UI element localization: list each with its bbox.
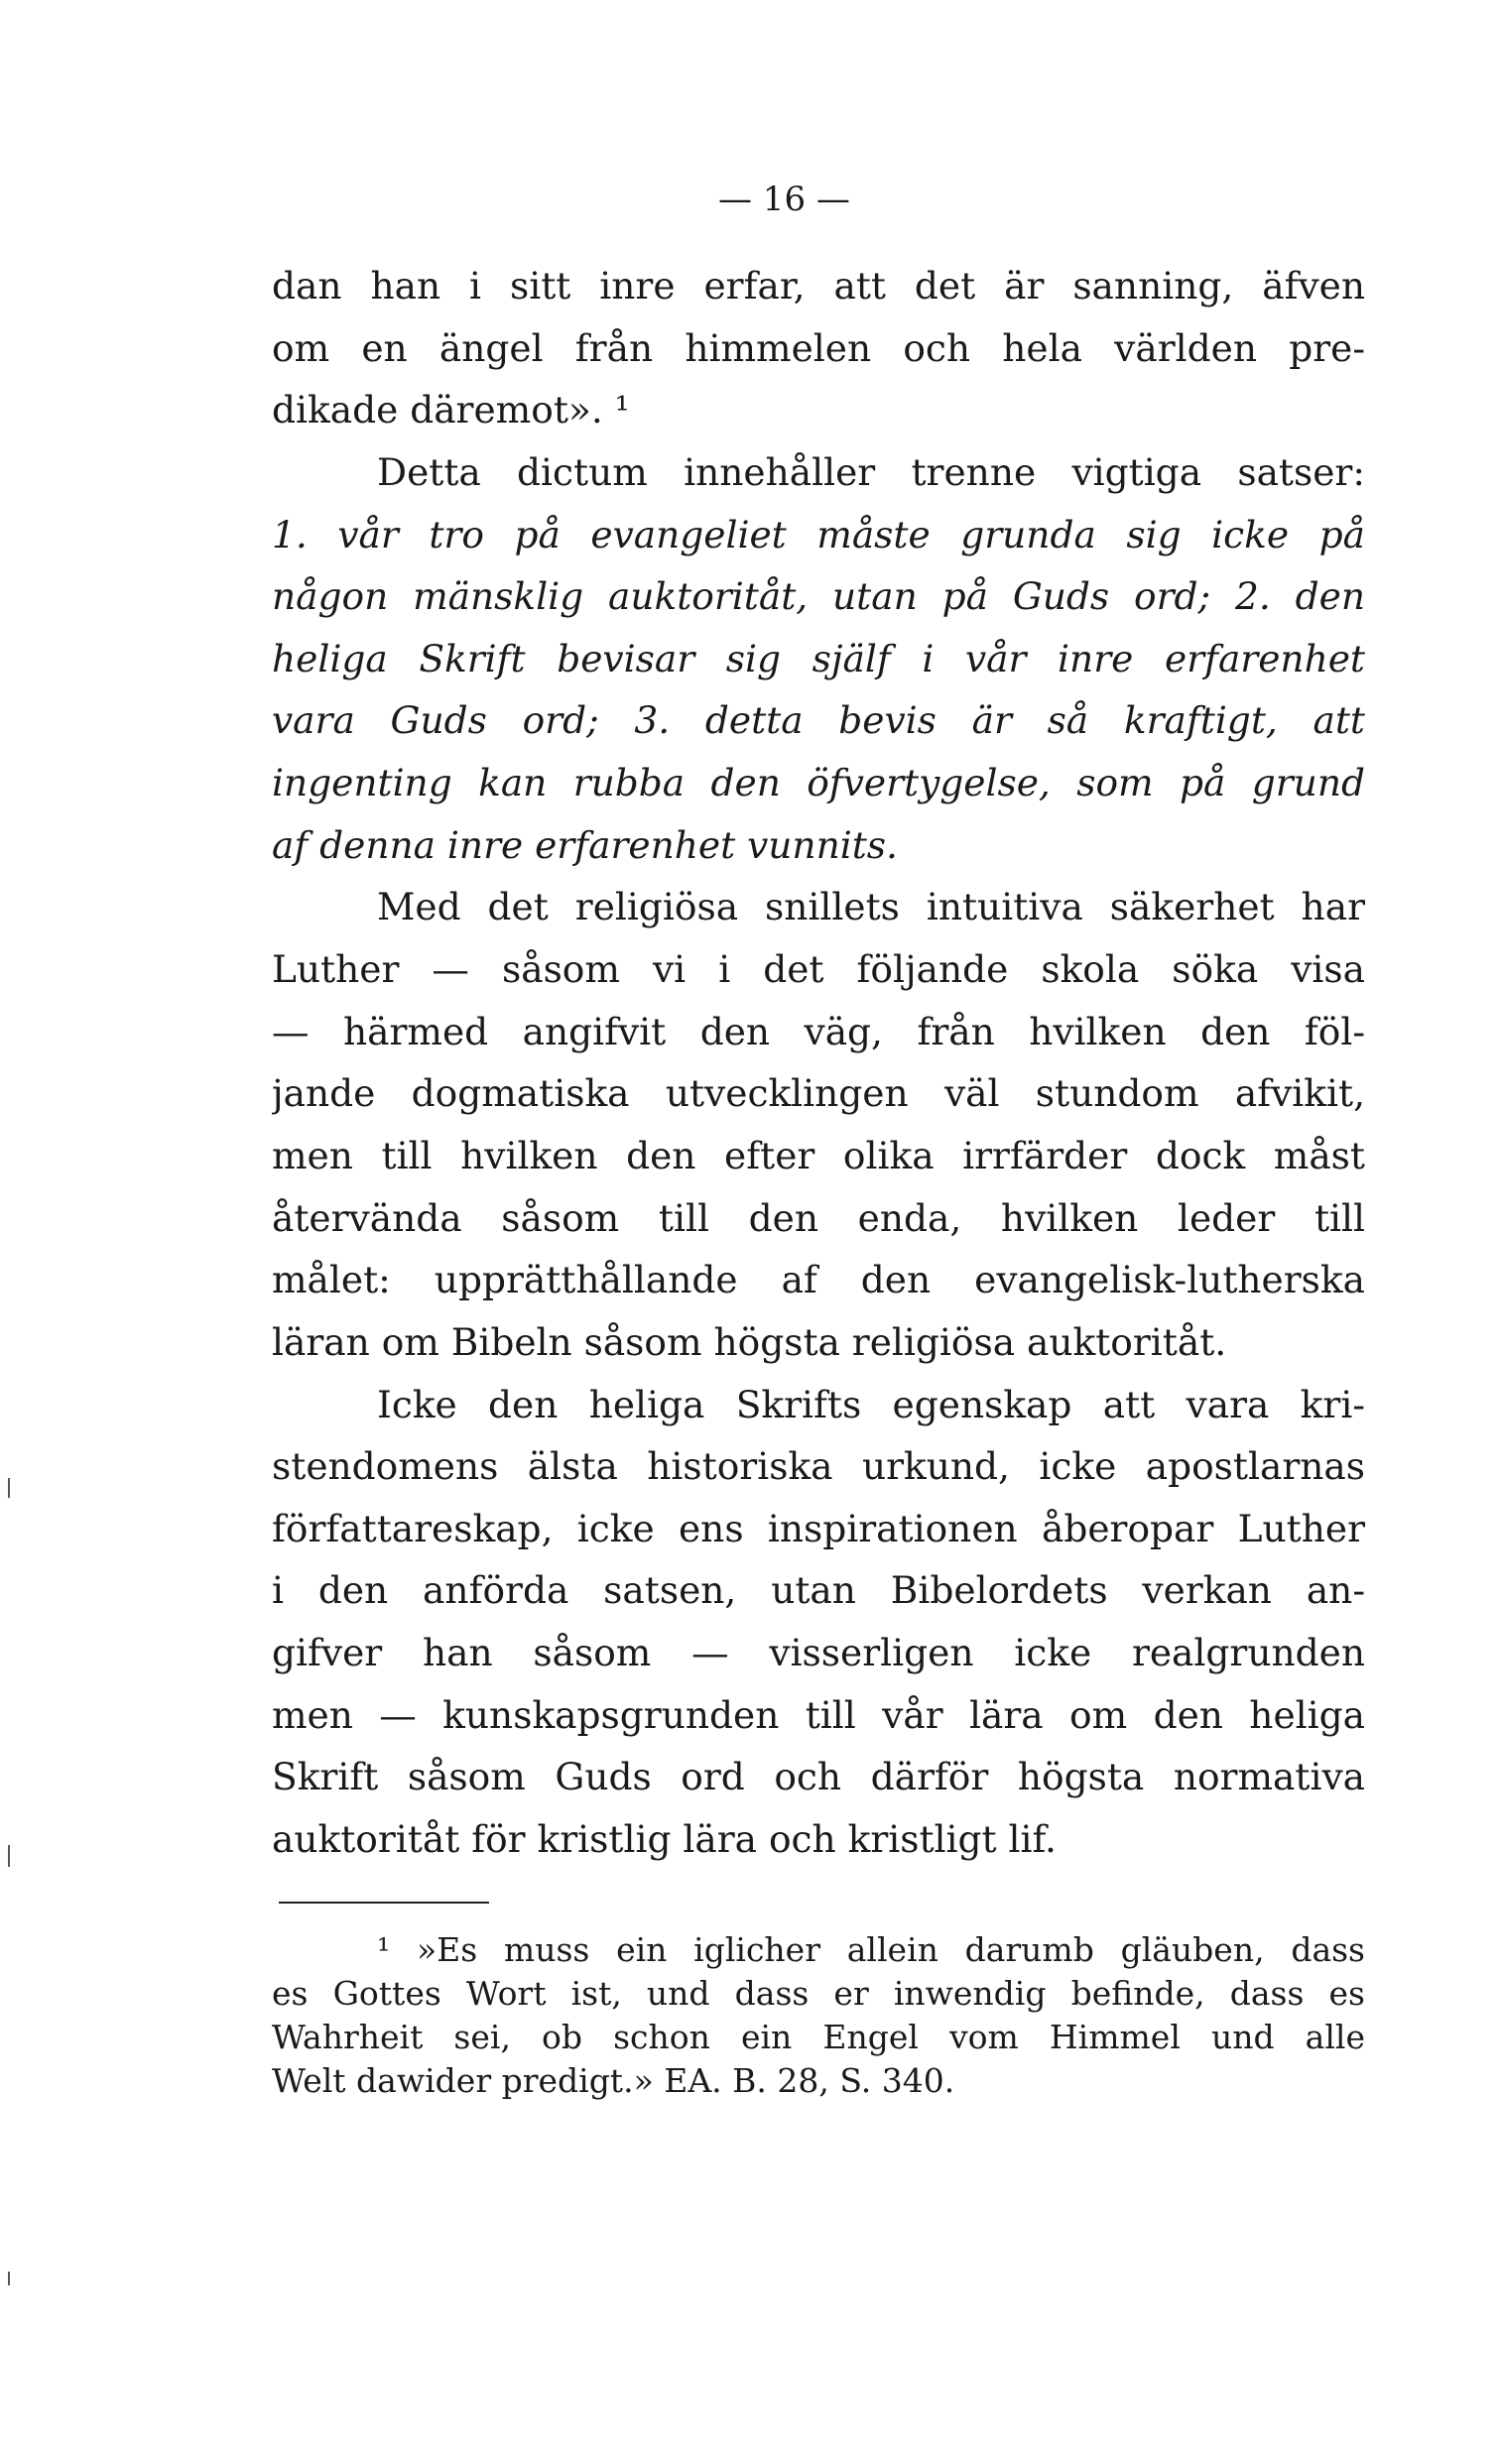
- footnote-divider: [279, 1902, 489, 1904]
- footnote-line: Wahrheit sei, ob schon ein Engel vom Himmel und alle: [272, 2018, 1365, 2056]
- body-text: [272, 255, 1365, 1871]
- footnote: [272, 1928, 1365, 2103]
- text-line: dikade däremot». ¹: [272, 388, 630, 432]
- footnote-line: es Gottes Wort ist, und dass er inwendig befinde, dass es: [272, 1974, 1365, 2013]
- text-line: af denna inre erfarenhet vunnits.: [272, 822, 898, 867]
- text-line: men till hvilken den efter olika irrfärder dock måst: [272, 1133, 1365, 1177]
- text-line: Icke den heliga Skrifts egenskap att vara kri-: [377, 1382, 1365, 1426]
- text-line: i den anförda satsen, utan Bibelordets verkan an-: [272, 1568, 1365, 1613]
- text-line: Med det religiösa snillets intuitiva säkerhet har: [377, 885, 1365, 929]
- text-line: men — kunskapsgrunden till vår lära om den heliga: [272, 1692, 1365, 1737]
- scan-edge-mark: [8, 2272, 10, 2285]
- text-line: författareskap, icke ens inspirationen åberopar Luther: [272, 1506, 1365, 1550]
- text-line: jande dogmatiska utvecklingen väl stundom afvikit,: [272, 1071, 1365, 1116]
- text-line: om en ängel från himmelen och hela världen pre-: [272, 325, 1365, 370]
- scan-edge-mark: [8, 1478, 10, 1498]
- text-line: 1. vår tro på evangeliet måste grunda sig icke på: [272, 512, 1365, 556]
- text-line: auktoritåt för kristlig lära och kristligt lif.: [272, 1817, 1057, 1862]
- text-line: dan han i sitt inre erfar, att det är sanning, äfven: [272, 264, 1365, 308]
- text-line: — härmed angifvit den väg, från hvilken den föl-: [272, 1009, 1365, 1053]
- text-line: gifver han såsom — visserligen icke realgrunden: [272, 1631, 1365, 1675]
- text-line: återvända såsom till den enda, hvilken leder till: [272, 1195, 1365, 1240]
- page-number: — 16 —: [718, 180, 850, 219]
- footnote-line: Welt dawider predigt.» EA. B. 28, S. 340.: [272, 2061, 955, 2100]
- footnote-line: ¹ »Es muss ein iglicher allein darumb gläuben, dass: [377, 1930, 1365, 1969]
- text-line: Detta dictum innehåller trenne vigtiga satser:: [377, 449, 1365, 494]
- scan-edge-mark: [8, 1845, 10, 1867]
- text-line: ingenting kan rubba den öfvertygelse, som på grund: [272, 761, 1365, 805]
- text-line: målet: upprätthållande af den evangelisk-lutherska: [272, 1258, 1365, 1302]
- text-line: någon mänsklig auktoritåt, utan på Guds ord; 2. den: [272, 574, 1365, 619]
- text-line: heliga Skrift bevisar sig själf i vår inre erfarenhet: [272, 636, 1365, 680]
- text-line: stendomens älsta historiska urkund, icke apostlarnas: [272, 1444, 1365, 1489]
- text-line: läran om Bibeln såsom högsta religiösa auktoritåt.: [272, 1319, 1227, 1364]
- text-line: Skrift såsom Guds ord och därför högsta normativa: [272, 1755, 1365, 1799]
- text-line: vara Guds ord; 3. detta bevis är så kraftigt, att: [272, 698, 1365, 743]
- text-line: Luther — såsom vi i det följande skola söka visa: [272, 947, 1365, 992]
